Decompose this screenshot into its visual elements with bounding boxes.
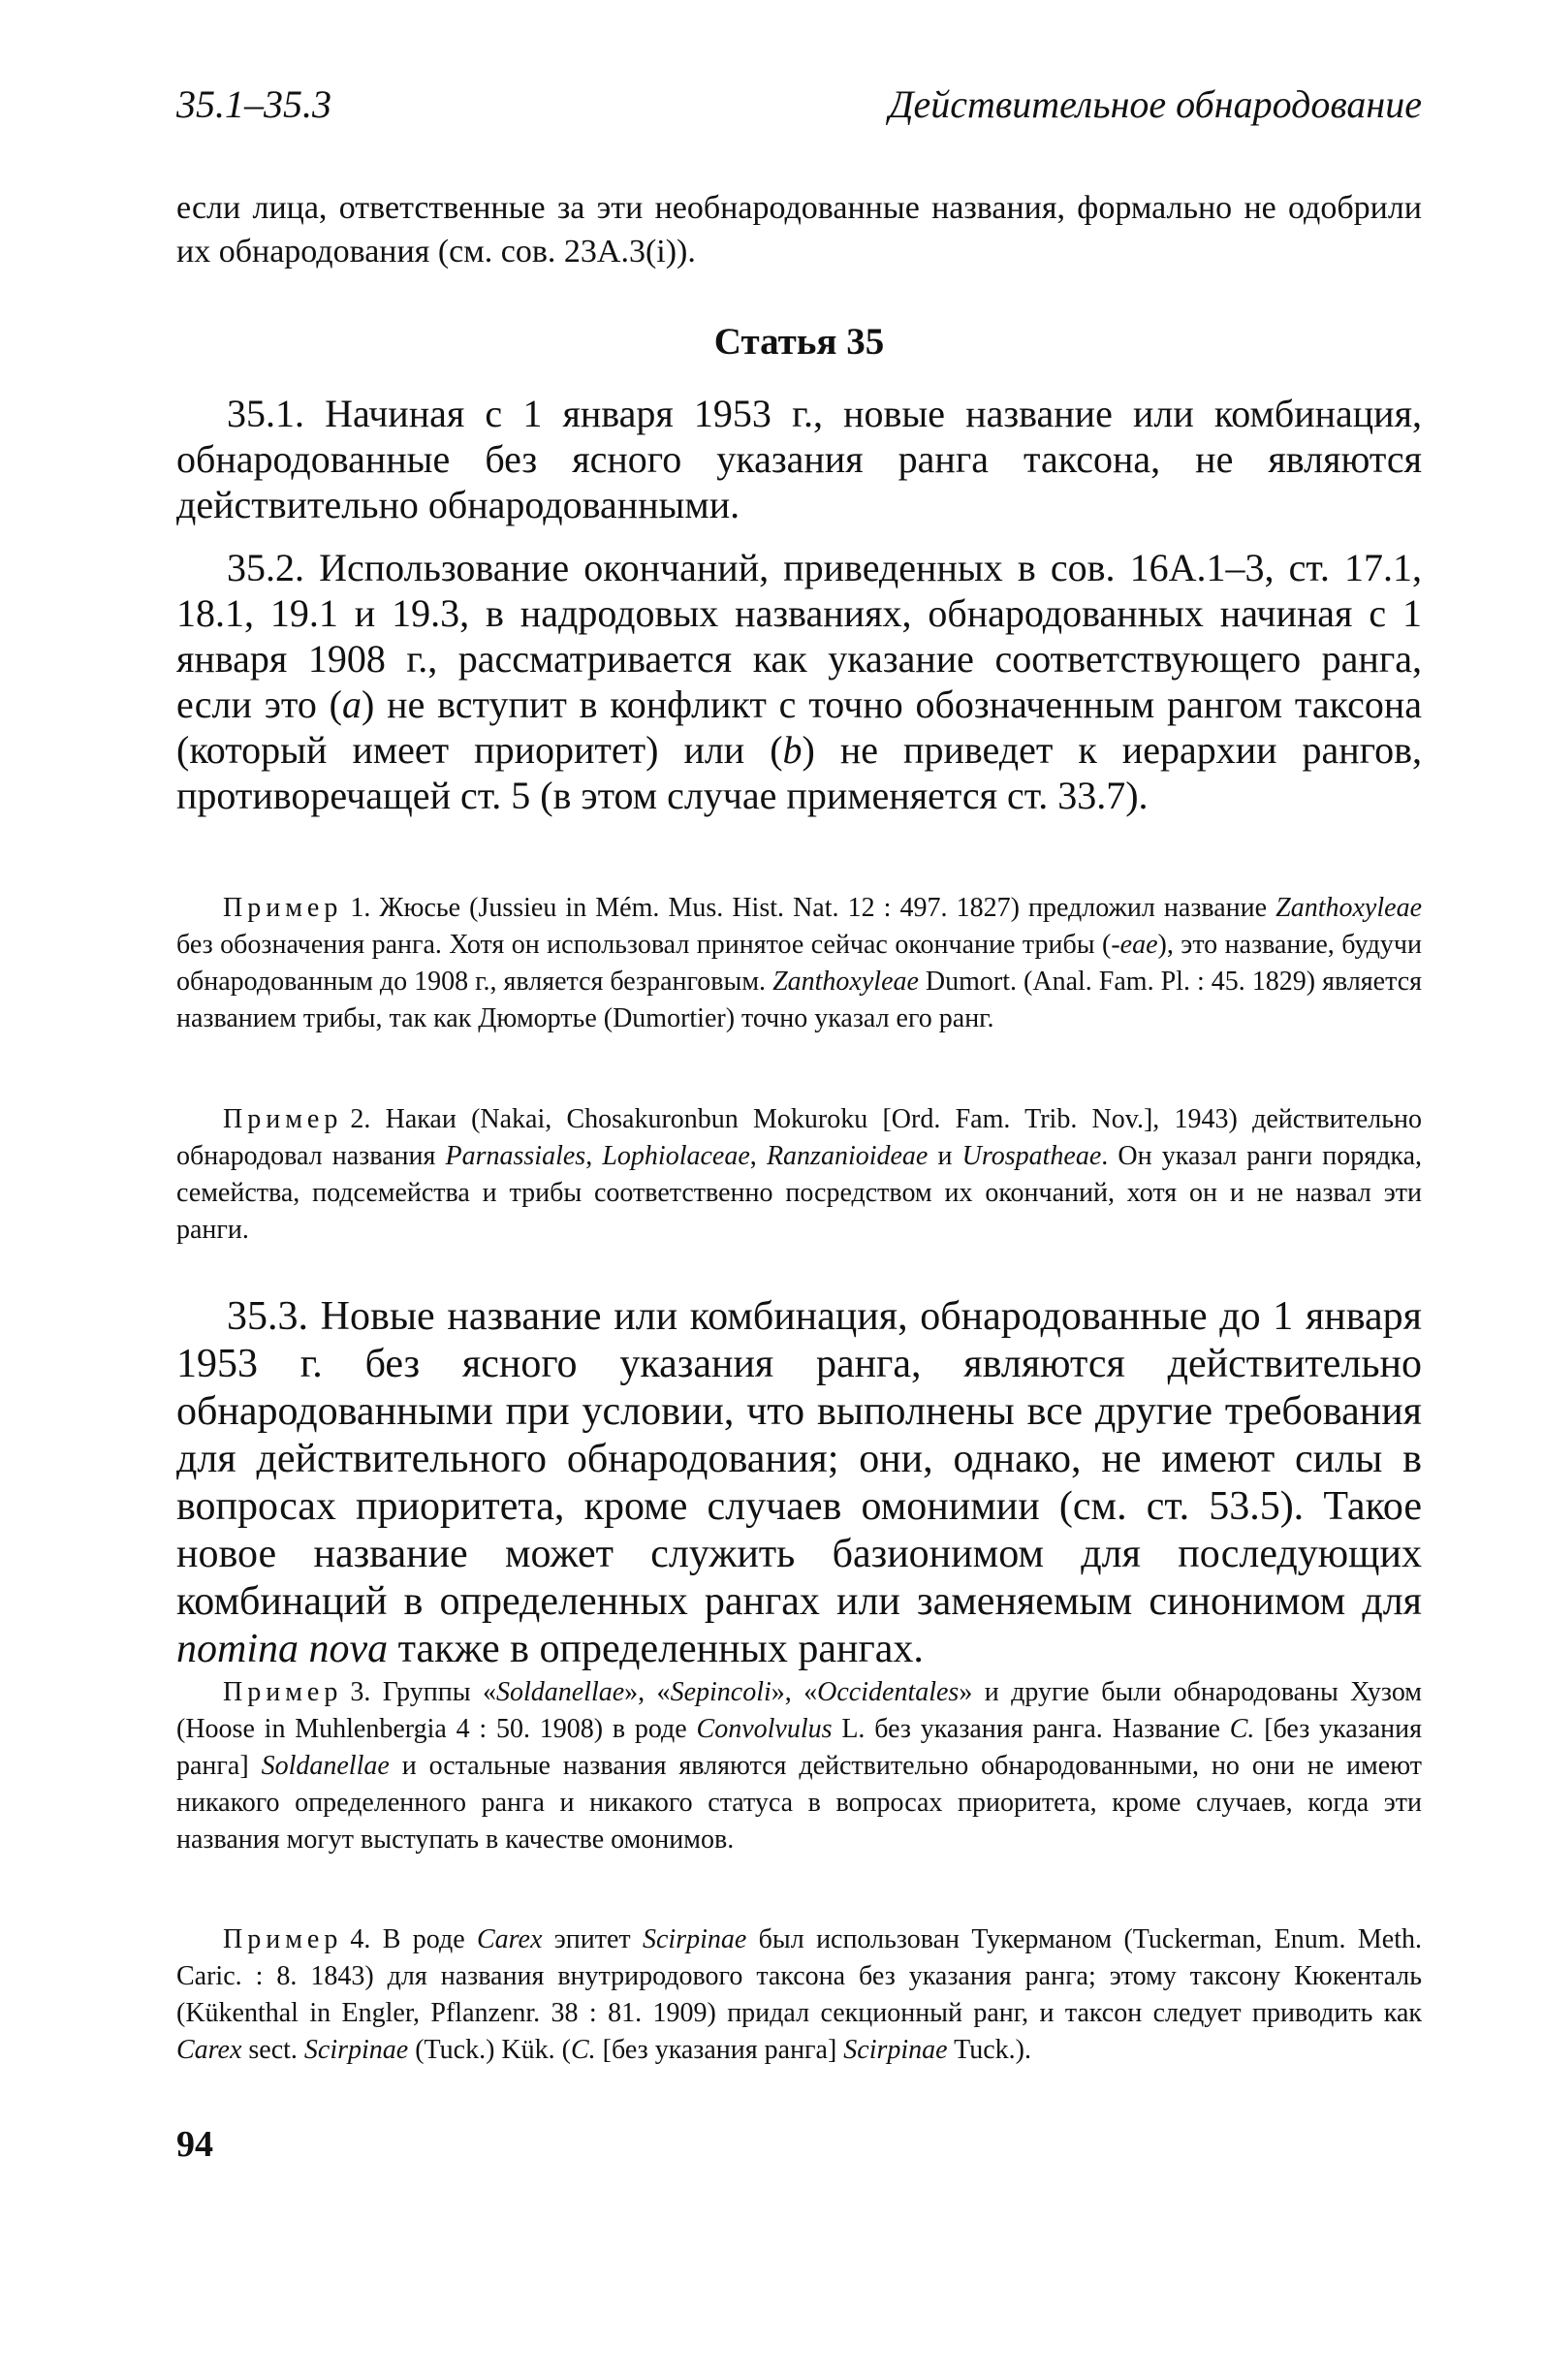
example-label: Пример: [223, 1677, 343, 1707]
article-35-1: 35.1. Начиная с 1 января 1953 г., новые название или комбинация, обнародованные без ясного указания ранга таксона, не являются действительно обнародованными.: [176, 392, 1422, 526]
example-2: Пример 2. Накаи (Nakai, Chosakuronbun Mokuroku [Ord. Fam. Trib. Nov.], 1943) действительно обнародовал названия Parnassiales, Lophiolaceae, Ranzanioideae и Urospatheae. Он указал ранги порядка, семейства, подсемейства и трибы соответственно посредством их окончаний, хотя он и не назвал эти ранги.: [176, 1104, 1423, 1245]
example-label: Пример: [223, 1924, 343, 1954]
continued-paragraph: если лица, ответственные за эти необнародованные названия, формально не одобрили их обнародования (см. сов. 23A.3(i)).: [176, 190, 1422, 270]
running-header: [176, 81, 1422, 127]
article-35-2: 35.2. Использование окончаний, приведенных в сов. 16A.1–3, ст. 17.1, 18.1, 19.1 и 19.3, в надродовых названиях, обнародованных начиная с 1 января 1908 г., рассматривается как указание соответствующего ранга, если это (a) не вступит в конфликт с точно обозначенным рангом таксона (который имеет приоритет) или (b) не приведет к иерархии рангов, противоречащей ст. 5 (в этом случае применяется ст. 33.7).: [176, 546, 1423, 817]
example-label: Пример: [223, 1104, 343, 1134]
article-35-3: 35.3. Новые название или комбинация, обнародованные до 1 января 1953 г. без ясного указания ранга, являются действительно обнародованными при условии, что выполнены все другие требования для действительного обнародования; они, однако, не имеют силы в вопросах приоритета, кроме случаев омонимии (см. ст. 53.5). Такое новое название может служить базионимом для последующих комбинаций в определенных рангах или заменяемым синонимом для nomina nova также в определенных рангах.: [176, 1294, 1422, 1671]
example-4: Пример 4. В роде Carex эпитет Scirpinae был использован Тукерманом (Tuckerman, Enum. Meth. Caric. : 8. 1843) для названия внутриродового таксона без указания ранга; этому таксону Кюкенталь (Kükenthal in Engler, Pflanzenr. 38 : 81. 1909) придал секционный ранг, и таксон следует приводить как Carex sect. Scirpinae (Tuck.) Kük. (C. [без указания ранга] Scirpinae Tuck.).: [176, 1924, 1422, 2065]
header-section-range: 35.1–35.3: [176, 82, 331, 126]
article-title: Статья 35: [713, 321, 885, 363]
page-number: 94: [176, 2124, 213, 2165]
example-1: Пример 1. Жюсье (Jussieu in Mém. Mus. Hist. Nat. 12 : 497. 1827) предложил название Zanthoxyleae без обозначения ранга. Хотя он использовал принятое сейчас окончание трибы (-eae), это название, будучи обнародованным до 1908 г., является безранговым. Zanthoxyleae Dumort. (Anal. Fam. Pl. : 45. 1829) является названием трибы, так как Дюмортье (Dumortier) точно указал его ранг.: [176, 893, 1423, 1033]
header-chapter-title: Действительное обнародование: [889, 82, 1422, 126]
example-label: Пример: [223, 893, 343, 923]
example-3: Пример 3. Группы «Soldanellae», «Sepincoli», «Occidentales» и другие были обнародованы Хузом (Hoose in Muhlenbergia 4 : 50. 1908) в роде Convolvulus L. без указания ранга. Название C. [без указания ранга] Soldanellae и остальные названия являются действительно обнародованными, но они не имеют никакого определенного ранга и никакого статуса в вопросах приоритета, кроме случаев, когда эти названия могут выступать в качестве омонимов.: [176, 1677, 1423, 1855]
